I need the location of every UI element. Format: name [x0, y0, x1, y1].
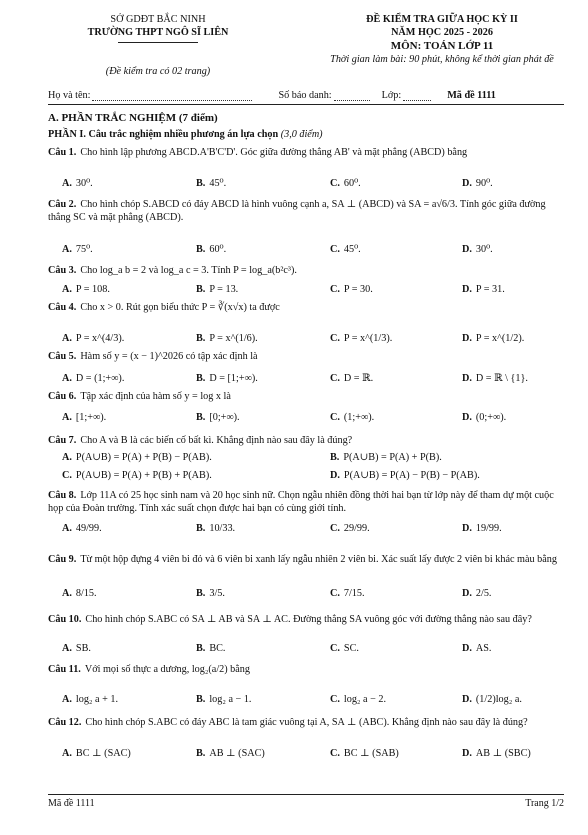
option-a[interactable] — [62, 523, 182, 534]
option-text: [0;+∞). — [209, 412, 240, 423]
option-a[interactable] — [62, 373, 182, 384]
question-1 — [48, 146, 564, 159]
option-a[interactable] — [62, 748, 182, 759]
option-c[interactable] — [330, 748, 450, 759]
option-text: (0;+∞). — [475, 412, 507, 423]
question-text: Lớp 11A có 25 học sinh nam và 20 học sinh nữ. Chọn ngẫu nhiên đồng thời hai bạn từ lớp này để tham dự một cuộc họp của Đoàn trường. Tính xác suất chọn được hai bạn có cùng giới tính. — [48, 490, 554, 514]
option-c[interactable] — [330, 284, 450, 295]
option-label: A. — [62, 333, 72, 344]
question-text: Cho log_a b = 2 và log_a c = 3. Tính P = log_a(b²c³). — [80, 265, 297, 276]
subject: MÔN: TOÁN LỚP 11 — [390, 40, 494, 52]
option-d[interactable] — [462, 748, 582, 759]
option-text: P = 13. — [209, 284, 239, 295]
question-number: Câu 6. — [48, 391, 77, 402]
option-c[interactable] — [330, 412, 450, 423]
option-text: D = [1;+∞). — [209, 373, 258, 384]
option-b[interactable] — [196, 178, 316, 189]
option-text: 8/15. — [75, 588, 97, 599]
option-text: 60⁰. — [209, 244, 227, 255]
option-d[interactable] — [462, 412, 582, 423]
header-rule — [48, 104, 564, 105]
option-a[interactable] — [62, 284, 182, 295]
class-field[interactable] — [403, 100, 431, 101]
question-number: Câu 7. — [48, 435, 77, 446]
option-label: C. — [330, 244, 340, 255]
option-label: C. — [330, 588, 340, 599]
option-text: 30⁰. — [475, 244, 493, 255]
option-text: 75⁰. — [75, 244, 93, 255]
part1-heading — [48, 129, 564, 140]
question-text: Cho x > 0. Rút gọn biểu thức P = ∛(x√x) ta được — [80, 302, 280, 313]
class-label: Lớp: — [381, 90, 402, 101]
option-text: (1;+∞). — [343, 412, 375, 423]
question-number: Câu 9. — [48, 554, 77, 565]
part1-points: (3,0 điểm) — [280, 129, 323, 140]
footer-rule — [48, 794, 564, 795]
dept-name: SỞ GDĐT BẮC NINH — [110, 14, 206, 25]
option-c[interactable] — [330, 373, 450, 384]
option-c[interactable] — [330, 523, 450, 534]
option-b[interactable] — [196, 588, 316, 599]
option-label: C. — [330, 748, 340, 759]
option-text: D = ℝ \ {1}. — [475, 373, 528, 384]
option-text: log₂ a + 1. — [75, 694, 119, 705]
option-c[interactable] — [62, 470, 322, 481]
option-label: A. — [62, 284, 72, 295]
option-label: C. — [330, 284, 340, 295]
option-text: P = 108. — [75, 284, 110, 295]
option-b[interactable] — [196, 643, 316, 654]
option-label: C. — [330, 333, 340, 344]
option-label: A. — [62, 588, 72, 599]
option-label: B. — [196, 412, 206, 423]
option-label: D. — [462, 523, 472, 534]
option-b[interactable] — [330, 452, 570, 463]
option-text: P(A∪B) = P(A) + P(B). — [343, 452, 442, 463]
option-text: 45⁰. — [209, 178, 227, 189]
footer — [48, 798, 564, 809]
option-text: log₂ a − 2. — [343, 694, 387, 705]
option-label: B. — [196, 244, 206, 255]
part1-title: PHẦN I. Câu trắc nghiệm nhiều phương án lựa chọn — [48, 129, 279, 140]
exam-code: Mã đề 1111 — [447, 90, 496, 101]
option-label: A. — [62, 452, 72, 463]
option-text: (1/2)log₂ a. — [475, 694, 522, 705]
option-b[interactable] — [196, 373, 316, 384]
option-label: B. — [196, 643, 206, 654]
option-label: C. — [62, 470, 72, 481]
option-c[interactable] — [330, 333, 450, 344]
option-b[interactable] — [196, 333, 316, 344]
option-d[interactable] — [462, 694, 582, 705]
question-5 — [48, 350, 564, 363]
option-label: D. — [462, 178, 472, 189]
option-text: 45⁰. — [343, 244, 361, 255]
section-a-title: A. PHẦN TRẮC NGHIỆM (7 điểm) — [48, 112, 218, 124]
option-text: P = x^(1/3). — [343, 333, 393, 344]
option-label: A. — [62, 748, 72, 759]
exam-title: ĐỀ KIỂM TRA GIỮA HỌC KỲ II — [366, 14, 518, 25]
option-a[interactable] — [62, 452, 322, 463]
question-6 — [48, 390, 564, 403]
question-number: Câu 5. — [48, 351, 77, 362]
question-number: Câu 10. — [48, 614, 82, 625]
option-b[interactable] — [196, 412, 316, 423]
question-4 — [48, 301, 564, 314]
option-label: D. — [462, 748, 472, 759]
question-text: Với mọi số thực a dương, log₂(a/2) bằng — [84, 664, 250, 675]
option-label: B. — [196, 588, 206, 599]
option-label: C. — [330, 523, 340, 534]
question-text: Cho hình chóp S.ABC có đáy ABC là tam giác vuông tại A, SA ⊥ (ABC). Khẳng định nào sau đây là đúng? — [85, 717, 528, 728]
option-text: P(A∪B) = P(A) + P(B) + P(AB). — [75, 470, 212, 481]
option-text: D = (1;+∞). — [75, 373, 125, 384]
option-text: 30⁰. — [75, 178, 93, 189]
option-d[interactable] — [462, 588, 582, 599]
option-d[interactable] — [462, 244, 582, 255]
option-label: D. — [462, 588, 472, 599]
question-text: Hàm số y = (x − 1)^2026 có tập xác định là — [80, 351, 258, 362]
option-label: D. — [462, 284, 472, 295]
question-11 — [48, 663, 564, 676]
pages-note: (Đề kiểm tra có 02 trang) — [105, 66, 211, 77]
question-text: Cho hình chóp S.ABC có SA ⊥ AB và SA ⊥ AC. Đường thẳng SA vuông góc với đường thẳng nào sau đây? — [85, 614, 532, 625]
option-text: AB ⊥ (SBC) — [475, 748, 531, 759]
school-underline — [118, 42, 198, 43]
option-c[interactable] — [330, 694, 450, 705]
option-c[interactable] — [330, 178, 450, 189]
footer-code: Mã đề 1111 — [48, 798, 95, 809]
option-a[interactable] — [62, 333, 182, 344]
option-a[interactable] — [62, 694, 182, 705]
option-label: C. — [330, 694, 340, 705]
option-label: D. — [462, 244, 472, 255]
question-number: Câu 3. — [48, 265, 77, 276]
option-label: D. — [462, 333, 472, 344]
id-field[interactable] — [334, 100, 370, 101]
option-text: P = x^(4/3). — [75, 333, 125, 344]
option-label: D. — [462, 373, 472, 384]
option-d[interactable] — [462, 284, 582, 295]
option-b[interactable] — [196, 284, 316, 295]
school-name: TRƯỜNG THPT NGÔ SĨ LIÊN — [87, 27, 229, 38]
option-label: C. — [330, 643, 340, 654]
option-text: BC. — [209, 643, 226, 654]
option-b[interactable] — [196, 748, 316, 759]
option-b[interactable] — [196, 244, 316, 255]
option-text: 49/99. — [75, 523, 102, 534]
question-2 — [48, 198, 564, 224]
option-d[interactable] — [462, 333, 582, 344]
option-label: B. — [330, 452, 340, 463]
option-text: SC. — [343, 643, 359, 654]
option-text: 2/5. — [475, 588, 492, 599]
option-text: P = 30. — [343, 284, 373, 295]
option-text: P = x^(1/6). — [209, 333, 258, 344]
question-number: Câu 1. — [48, 147, 77, 158]
question-text: Tập xác định của hàm số y = log x là — [80, 391, 231, 402]
option-a[interactable] — [62, 588, 182, 599]
option-label: B. — [196, 373, 206, 384]
question-number: Câu 11. — [48, 664, 81, 675]
option-text: 60⁰. — [343, 178, 361, 189]
option-b[interactable] — [196, 694, 316, 705]
option-label: A. — [62, 373, 72, 384]
question-10 — [48, 613, 564, 626]
question-text: Cho hình chóp S.ABCD có đáy ABCD là hình vuông cạnh a, SA ⊥ (ABCD) và SA = a√6/3. Tính góc giữa đường thẳng SC và mặt phẳng (ABCD). — [48, 199, 546, 223]
option-text: 19/99. — [475, 523, 502, 534]
option-text: BC ⊥ (SAC) — [75, 748, 131, 759]
question-8 — [48, 489, 564, 515]
option-a[interactable] — [62, 412, 182, 423]
option-text: P(A∪B) = P(A) + P(B) − P(AB). — [75, 452, 212, 463]
name-label: Họ và tên: — [48, 90, 91, 101]
option-label: B. — [196, 333, 206, 344]
option-b[interactable] — [196, 523, 316, 534]
option-a[interactable] — [62, 643, 182, 654]
school-year: NĂM HỌC 2025 - 2026 — [391, 27, 493, 38]
option-text: 7/15. — [343, 588, 365, 599]
option-d[interactable] — [330, 470, 570, 481]
option-a[interactable] — [62, 178, 182, 189]
id-label: Số báo danh: — [278, 90, 332, 101]
option-text: [1;+∞). — [75, 412, 107, 423]
option-label: A. — [62, 178, 72, 189]
question-number: Câu 12. — [48, 717, 82, 728]
option-text: 10/33. — [209, 523, 236, 534]
header — [48, 14, 564, 94]
question-12 — [48, 716, 564, 729]
option-label: D. — [462, 694, 472, 705]
option-text: D = ℝ. — [343, 373, 374, 384]
footer-page: Trang 1/2 — [525, 798, 564, 809]
option-label: C. — [330, 412, 340, 423]
name-field[interactable] — [92, 100, 252, 101]
option-text: P = 31. — [475, 284, 505, 295]
option-label: A. — [62, 244, 72, 255]
option-d[interactable] — [462, 523, 582, 534]
option-label: D. — [330, 470, 340, 481]
option-label: A. — [62, 643, 72, 654]
question-number: Câu 8. — [48, 490, 77, 501]
option-text: 29/99. — [343, 523, 370, 534]
option-text: SB. — [75, 643, 91, 654]
option-label: D. — [462, 643, 472, 654]
option-label: B. — [196, 694, 206, 705]
question-text: Cho A và B là các biến cố bất kì. Khẳng định nào sau đây là đúng? — [80, 435, 353, 446]
option-text: BC ⊥ (SAB) — [343, 748, 399, 759]
option-c[interactable] — [330, 588, 450, 599]
option-d[interactable] — [462, 373, 582, 384]
option-d[interactable] — [462, 178, 582, 189]
option-text: P = x^(1/2). — [475, 333, 525, 344]
option-a[interactable] — [62, 244, 182, 255]
option-label: B. — [196, 748, 206, 759]
time-note: Thời gian làm bài: 90 phút, không kể thời gian phát đề — [330, 54, 554, 65]
option-text: AS. — [475, 643, 492, 654]
question-number: Câu 2. — [48, 199, 77, 210]
question-number: Câu 4. — [48, 302, 77, 313]
question-text: Cho hình lập phương ABCD.A'B'C'D'. Góc giữa đường thẳng AB' và mặt phẳng (ABCD) bằng — [80, 147, 468, 158]
option-text: 90⁰. — [475, 178, 493, 189]
option-label: D. — [462, 412, 472, 423]
option-d[interactable] — [462, 643, 582, 654]
option-text: 3/5. — [209, 588, 225, 599]
option-c[interactable] — [330, 244, 450, 255]
question-9 — [48, 553, 564, 566]
question-text: Từ một hộp đựng 4 viên bi đỏ và 6 viên bi xanh lấy ngẫu nhiên 2 viên bi. Xác suất lấy được 2 viên bi khác màu bằng — [80, 554, 557, 565]
option-label: B. — [196, 523, 206, 534]
student-info — [48, 90, 564, 101]
option-label: A. — [62, 523, 72, 534]
option-label: B. — [196, 284, 206, 295]
option-text: P(A∪B) = P(A) − P(B) − P(AB). — [343, 470, 480, 481]
question-3 — [48, 264, 564, 277]
option-label: A. — [62, 694, 72, 705]
option-label: A. — [62, 412, 72, 423]
option-label: C. — [330, 178, 340, 189]
question-7 — [48, 434, 564, 447]
option-text: log₂ a − 1. — [209, 694, 252, 705]
option-text: AB ⊥ (SAC) — [209, 748, 265, 759]
option-label: C. — [330, 373, 340, 384]
option-c[interactable] — [330, 643, 450, 654]
option-label: B. — [196, 178, 206, 189]
